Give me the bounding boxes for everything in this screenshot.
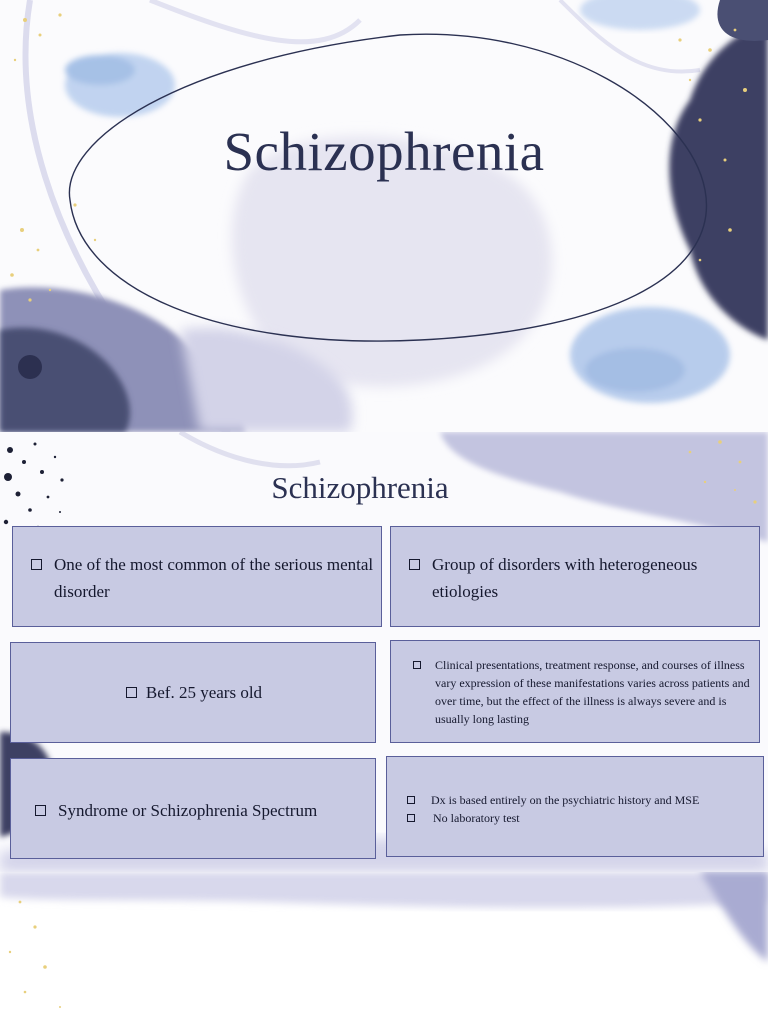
info-box-heterogeneous-etiologies	[390, 526, 760, 627]
box-list-item: Dx is based entirely on the psychiatric history and MSE	[431, 793, 700, 807]
watercolor-background	[0, 872, 768, 1024]
info-box-common-disorder	[12, 526, 382, 627]
checkbox-bullet-icon	[409, 559, 420, 570]
box-text: One of the most common of the serious mental disorder	[54, 555, 374, 601]
box-text: Clinical presentations, treatment response, and courses of illness vary expression of these manifestations varies across patients and over time, but the effect of the illness is always severe and is usually long lasting	[435, 658, 750, 726]
slide-title: Schizophrenia	[223, 121, 545, 182]
checkbox-bullet-icon	[413, 661, 421, 669]
box-text: Syndrome or Schizophrenia Spectrum	[58, 801, 318, 820]
slide-heading: Schizophrenia	[271, 470, 449, 505]
watercolor-background	[0, 0, 768, 432]
box-text: Bef. 25 years old	[145, 683, 263, 702]
title-slide	[0, 0, 768, 432]
next-slide-preview	[0, 872, 768, 1024]
box-list-item: No laboratory test	[433, 811, 520, 825]
info-box-clinical-presentations	[390, 640, 760, 743]
checkbox-bullet-icon	[126, 687, 137, 698]
box-text: Group of disorders with heterogeneous etiologies	[432, 555, 698, 601]
info-box-syndrome-spectrum	[10, 758, 376, 859]
checkbox-bullet-icon	[407, 814, 415, 822]
info-box-age-onset	[10, 642, 376, 743]
content-slide	[0, 432, 768, 872]
info-box-diagnosis	[386, 756, 764, 857]
checkbox-bullet-icon	[31, 559, 42, 570]
checkbox-bullet-icon	[35, 805, 46, 816]
checkbox-bullet-icon	[407, 796, 415, 804]
